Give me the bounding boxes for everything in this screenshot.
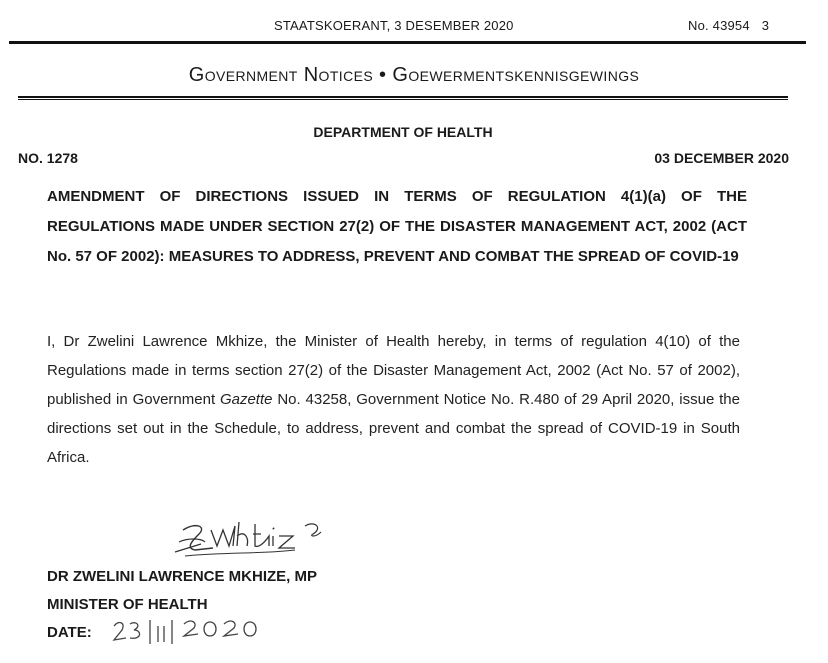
department-title: DEPARTMENT OF HEALTH (313, 124, 493, 140)
body-part-1: I, Dr Zwelini Lawrence Mkhize, the Minister of Health hereby, in terms of regulation 4(10) of the Regulations made in terms section 27(2) of the Disaster Management Act, 2002 (Act No. 57 of 2002), published in Government (47, 333, 740, 408)
gazette-word: Gazette (219, 391, 273, 408)
notice-date: 03 DECEMBER 2020 (654, 150, 789, 166)
gazette-header-number (688, 18, 769, 33)
notice-heading: AMENDMENT OF DIRECTIONS ISSUED IN TERMS OF REGULATION 4(1)(a) OF THE REGULATIONS MADE UNDER SECTION 27(2) OF THE DISASTER MANAGEMENT ACT, 2002 (ACT No. 57 OF 2002): MEASURES TO ADDRESS, PREVENT AND COMBAT THE SPREAD OF COVID-19 (47, 188, 747, 265)
page-number: 3 (761, 18, 770, 33)
section-title: Government Notices • Goewermentskennisgewings (188, 64, 640, 86)
handwritten-date (112, 616, 272, 648)
notice-body (47, 327, 740, 472)
notice-number: NO. 1278 (18, 150, 78, 166)
gazette-number: No. 43954 (688, 18, 750, 33)
signature-image (165, 508, 345, 568)
section-rule-bottom (18, 99, 788, 100)
signatory-name: DR ZWELINI LAWRENCE MKHIZE, MP (47, 568, 317, 585)
signatory-title: MINISTER OF HEALTH (47, 596, 208, 613)
body-part-2: No. 43258, Government Notice No. R.480 of 29 April 2020, issue the directions set out in the Schedule, to address, prevent and combat the spread of COVID-19 in South Africa. (47, 391, 740, 466)
header-rule (9, 41, 806, 44)
section-rule-top (18, 96, 788, 98)
date-label: DATE: (47, 624, 92, 641)
gazette-header-title: STAATSKOERANT, 3 DESEMBER 2020 (274, 18, 514, 33)
